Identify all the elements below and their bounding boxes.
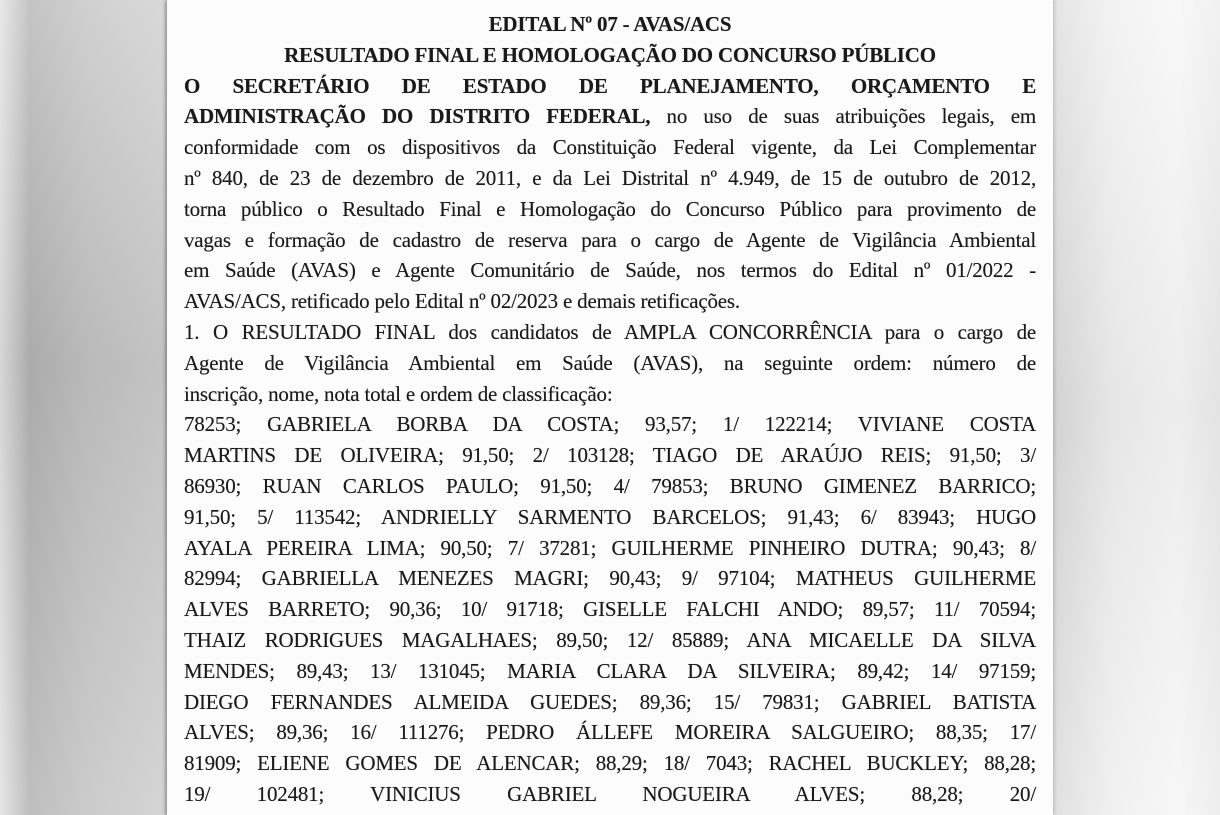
document-title: EDITAL Nº 07 - AVAS/ACS (488, 12, 732, 36)
result-list-line: MARTINS DE OLIVEIRA; 91,50; 2/ 103128; TIAGO DE ARAÚJO REIS; 91,50; 3/ (184, 443, 1036, 468)
document-subtitle: RESULTADO FINAL E HOMOLOGAÇÃO DO CONCURSO PÚBLICO (284, 42, 936, 67)
document-line: Agente de Vigilância Ambiental em Saúde (AVAS), na seguinte ordem: número de (184, 350, 1036, 375)
document-line: 1. O RESULTADO FINAL dos candidatos de AMPLA CONCORRÊNCIA para o cargo de (184, 319, 1036, 344)
document-line: AVAS/ACS, retificado pelo Edital nº 02/2023 e demais retificações. (184, 289, 740, 314)
bold-text-segment: ADMINISTRAÇÃO DO DISTRITO FEDERAL, (184, 104, 651, 129)
blurred-background-left (0, 0, 167, 815)
document-line: nº 840, de 23 de dezembro de 2011, e da Lei Distrital nº 4.949, de 15 de outubro de 2012, (184, 165, 1036, 190)
document-line: conformidade com os dispositivos da Constituição Federal vigente, da Lei Complementar (184, 135, 1036, 160)
result-list-line: ALVES; 89,36; 16/ 111276; PEDRO ÁLLEFE MOREIRA SALGUEIRO; 88,35; 17/ (184, 720, 1036, 745)
document-line (184, 101, 1036, 132)
result-list-line: 91,50; 5/ 113542; ANDRIELLY SARMENTO BARCELOS; 91,43; 6/ 83943; HUGO (184, 504, 1036, 529)
result-list-line: MENDES; 89,43; 13/ 131045; MARIA CLARA DA SILVEIRA; 89,42; 14/ 97159; (184, 658, 1036, 683)
result-list-line: 82994; GABRIELLA MENEZES MAGRI; 90,43; 9/ 97104; MATHEUS GUILHERME (184, 566, 1036, 591)
result-list-line: 19/ 102481; VINICIUS GABRIEL NOGUEIRA ALVES; 88,28; 20/ (184, 781, 1036, 806)
result-list-line: AYALA PEREIRA LIMA; 90,50; 7/ 37281; GUILHERME PINHEIRO DUTRA; 90,43; 8/ (184, 535, 1036, 560)
document-page (167, 0, 1053, 815)
result-list-line: DIEGO FERNANDES ALMEIDA GUEDES; 89,36; 15/ 79831; GABRIEL BATISTA (184, 689, 1036, 714)
document-line: inscrição, nome, nota total e ordem de classificação: (184, 381, 613, 406)
document-line: O SECRETÁRIO DE ESTADO DE PLANEJAMENTO, ORÇAMENTO E (184, 73, 1036, 98)
blurred-background-right (1053, 0, 1220, 815)
result-list-line: THAIZ RODRIGUES MAGALHAES; 89,50; 12/ 85889; ANA MICAELLE DA SILVA (184, 627, 1036, 652)
result-list-line: ALVES BARRETO; 90,36; 10/ 91718; GISELLE FALCHI ANDO; 89,57; 11/ 70594; (184, 597, 1036, 622)
document-line: torna público o Resultado Final e Homologação do Concurso Público para provimento de (184, 196, 1036, 221)
result-list-line: 81909; ELIENE GOMES DE ALENCAR; 88,29; 18/ 7043; RACHEL BUCKLEY; 88,28; (184, 751, 1036, 776)
text-segment: no uso de suas atribuições legais, em (650, 104, 1036, 129)
result-list-line: 78253; GABRIELA BORBA DA COSTA; 93,57; 1/ 122214; VIVIANE COSTA (184, 412, 1036, 437)
document-line: vagas e formação de cadastro de reserva para o cargo de Agente de Vigilância Ambiental (184, 227, 1036, 252)
document-line: em Saúde (AVAS) e Agente Comunitário de Saúde, nos termos do Edital nº 01/2022 - (184, 258, 1036, 283)
result-list-line: 86930; RUAN CARLOS PAULO; 91,50; 4/ 79853; BRUNO GIMENEZ BARRICO; (184, 473, 1036, 498)
